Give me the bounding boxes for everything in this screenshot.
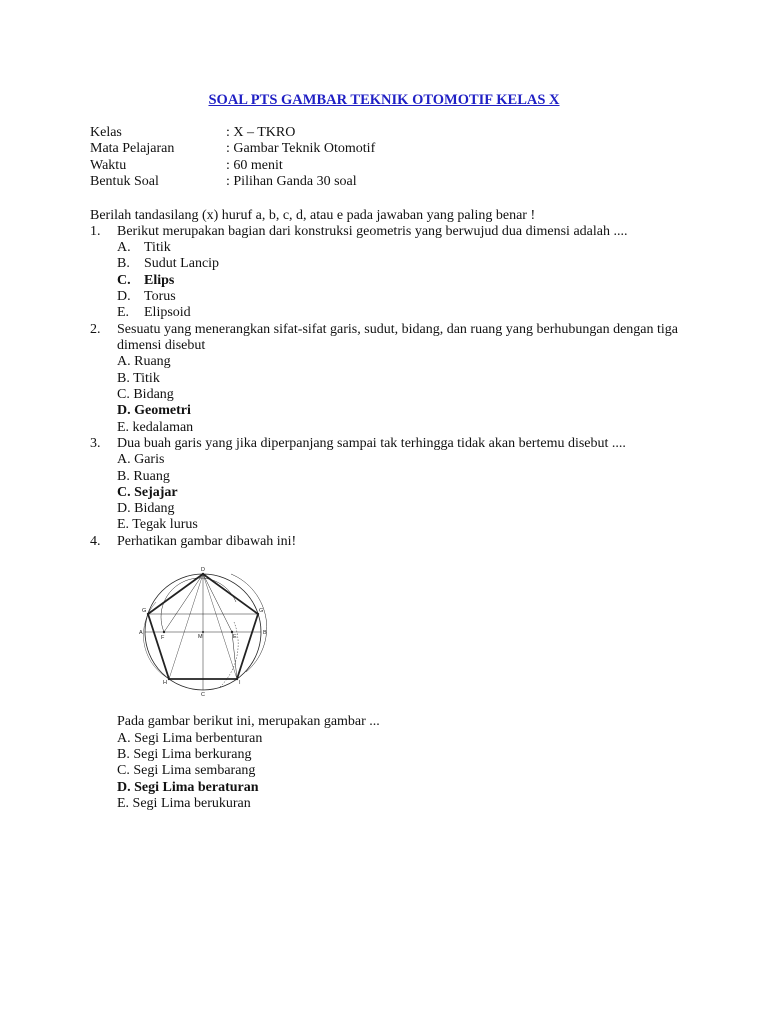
question-text: Berikut merupakan bagian dari konstruksi geometris yang berwujud dua dimensi adalah .... bbox=[117, 224, 628, 239]
option-text: C. Bidang bbox=[117, 387, 174, 402]
info-value: : X – TKRO bbox=[226, 125, 296, 140]
question-text: Sesuatu yang menerangkan sifat-sifat garis, sudut, bidang, dan ruang yang berhubungan dengan tiga bbox=[117, 322, 679, 337]
construction-arc bbox=[231, 574, 267, 672]
option-text: Titik bbox=[144, 240, 171, 255]
pentagon-construction-drawing bbox=[136, 562, 276, 702]
option-text: C. Segi Lima sembarang bbox=[117, 763, 256, 778]
option-text: D. Bidang bbox=[117, 501, 175, 516]
question-text: Pada gambar berikut ini, merupakan gambar ... bbox=[117, 714, 380, 729]
figure-label: B bbox=[263, 630, 267, 636]
question-number: 4. bbox=[90, 534, 101, 549]
info-row-waktu bbox=[90, 158, 375, 174]
question-text-continued: dimensi disebut bbox=[117, 338, 206, 353]
option-text: Sudut Lancip bbox=[144, 256, 220, 271]
option-text: E. kedalaman bbox=[117, 420, 194, 435]
option-text: B. Segi Lima berkurang bbox=[117, 747, 252, 762]
option-text-answer: Elips bbox=[144, 273, 175, 288]
option-letter-answer: C. bbox=[117, 273, 131, 288]
question-text: Perhatikan gambar dibawah ini! bbox=[117, 534, 297, 549]
figure-label: A bbox=[139, 630, 143, 636]
option-text: Torus bbox=[144, 289, 176, 304]
figure-label: E bbox=[233, 634, 237, 640]
option-text: E. Segi Lima berukuran bbox=[117, 796, 251, 811]
exam-info bbox=[90, 125, 375, 190]
page-title: SOAL PTS GAMBAR TEKNIK OTOMOTIF KELAS X bbox=[208, 92, 560, 108]
figure-label: M bbox=[198, 634, 203, 640]
info-label: Waktu bbox=[90, 157, 127, 173]
info-value: : Gambar Teknik Otomotif bbox=[226, 141, 376, 157]
option-text: Elipsoid bbox=[144, 305, 191, 320]
option-text-answer: D. Geometri bbox=[117, 403, 191, 418]
question-number: 1. bbox=[90, 224, 101, 239]
pentagon-construction-figure bbox=[136, 562, 276, 702]
info-value: : Pilihan Ganda 30 soal bbox=[226, 173, 357, 189]
info-row-bentuk-soal bbox=[90, 174, 375, 190]
construction-arc bbox=[161, 578, 236, 632]
option-letter: E. bbox=[117, 305, 130, 320]
info-row-mata-pelajaran bbox=[90, 141, 375, 157]
option-letter: A. bbox=[117, 240, 131, 255]
info-label: Bentuk Soal bbox=[90, 173, 159, 189]
option-letter: B. bbox=[117, 256, 130, 271]
figure-label: C bbox=[201, 692, 205, 698]
construction-line bbox=[203, 574, 232, 632]
option-letter: D. bbox=[117, 289, 131, 304]
info-label: Kelas bbox=[90, 125, 122, 140]
diagonal-line bbox=[169, 574, 203, 679]
option-text: B. Titik bbox=[117, 371, 160, 386]
construction-line bbox=[164, 574, 203, 632]
option-text: B. Ruang bbox=[117, 469, 170, 484]
figure-label: F bbox=[161, 635, 165, 641]
diagonal-line bbox=[203, 574, 237, 679]
info-label: Mata Pelajaran bbox=[90, 141, 175, 157]
question-number: 2. bbox=[90, 322, 101, 337]
question-text: Dua buah garis yang jika diperpanjang sampai tak terhingga tidak akan bertemu disebut .... bbox=[117, 436, 626, 451]
option-text: E. Tegak lurus bbox=[117, 517, 198, 532]
option-text: A. Garis bbox=[117, 452, 165, 467]
figure-label: H bbox=[163, 680, 167, 686]
figure-label: G bbox=[259, 608, 264, 614]
question-number: 3. bbox=[90, 436, 101, 451]
figure-label: I bbox=[239, 680, 241, 686]
figure-label: D bbox=[201, 567, 205, 573]
figure-label: G bbox=[142, 608, 147, 614]
instruction-text: Berilah tandasilang (x) huruf a, b, c, d, atau e pada jawaban yang paling benar ! bbox=[90, 208, 536, 223]
option-text-answer: C. Sejajar bbox=[117, 485, 178, 500]
option-text-answer: D. Segi Lima beraturan bbox=[117, 780, 259, 795]
info-row-kelas bbox=[90, 125, 375, 141]
option-text: A. Segi Lima berbenturan bbox=[117, 731, 263, 746]
info-value: : 60 menit bbox=[226, 157, 283, 173]
option-text: A. Ruang bbox=[117, 354, 171, 369]
